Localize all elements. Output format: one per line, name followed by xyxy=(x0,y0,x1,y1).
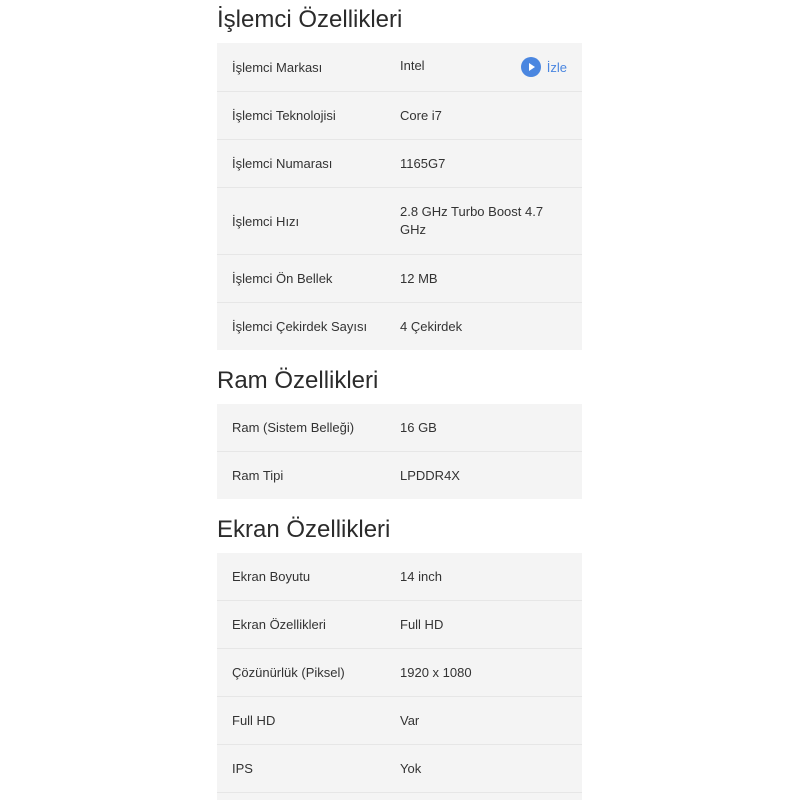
spec-row-processor-cache xyxy=(217,255,582,303)
spec-value: 4 Çekirdek xyxy=(400,318,463,334)
spec-row-display-fullhd xyxy=(217,697,582,745)
spec-row-processor-speed xyxy=(217,188,582,255)
spec-row-ram-size xyxy=(217,404,582,452)
spec-label: IPS xyxy=(232,761,253,776)
spec-value: Core i7 xyxy=(400,107,442,123)
spec-table-processor xyxy=(217,43,582,350)
spec-value: 16 GB xyxy=(400,419,437,435)
spec-row-display-size xyxy=(217,553,582,601)
spec-value: 12 MB xyxy=(400,270,438,286)
spec-label: Ram Tipi xyxy=(232,468,284,483)
spec-value: 2.8 GHz Turbo Boost 4.7 GHz xyxy=(400,204,544,237)
spec-label: Çözünürlük (Piksel) xyxy=(232,665,345,680)
section-title-display: Ekran Özellikleri xyxy=(217,516,391,543)
spec-row-processor-cores xyxy=(217,303,582,350)
spec-value: 1920 x 1080 xyxy=(400,664,472,680)
spec-label: Ekran Boyutu xyxy=(232,569,311,584)
spec-row-processor-number xyxy=(217,140,582,188)
spec-table-display xyxy=(217,553,582,800)
spec-value: 14 inch xyxy=(400,568,442,584)
spec-row-processor-brand xyxy=(217,43,582,92)
section-title-processor: İşlemci Özellikleri xyxy=(217,6,403,33)
spec-value: LPDDR4X xyxy=(400,467,460,483)
section-display xyxy=(217,516,582,544)
spec-label: İşlemci Hızı xyxy=(232,213,300,229)
play-icon xyxy=(521,57,541,77)
spec-label: İşlemci Çekirdek Sayısı xyxy=(232,319,368,334)
watch-button[interactable] xyxy=(521,57,567,77)
spec-value: Full HD xyxy=(400,616,444,632)
spec-label: İşlemci Markası xyxy=(232,59,323,75)
spec-value: Var xyxy=(400,712,420,728)
spec-row-processor-tech xyxy=(217,92,582,140)
watch-label: İzle xyxy=(546,59,567,75)
spec-row-display-features xyxy=(217,601,582,649)
section-ram xyxy=(217,367,582,395)
spec-label: İşlemci Teknolojisi xyxy=(232,108,336,123)
spec-value: Intel xyxy=(400,58,425,73)
spec-label: İşlemci Ön Bellek xyxy=(232,271,333,286)
spec-row-ram-type xyxy=(217,452,582,499)
spec-label: Ram (Sistem Belleği) xyxy=(232,420,355,435)
spec-row-display-resolution xyxy=(217,649,582,697)
section-title-ram: Ram Özellikleri xyxy=(217,367,379,394)
spec-row-display-ips xyxy=(217,745,582,793)
section-processor xyxy=(217,6,582,34)
spec-value: Yok xyxy=(400,760,422,776)
spec-table-ram xyxy=(217,404,582,499)
spec-label: Ekran Özellikleri xyxy=(232,617,326,632)
spec-value: 1165G7 xyxy=(400,155,446,171)
spec-label: İşlemci Numarası xyxy=(232,156,333,171)
spec-label: Full HD xyxy=(232,713,276,728)
